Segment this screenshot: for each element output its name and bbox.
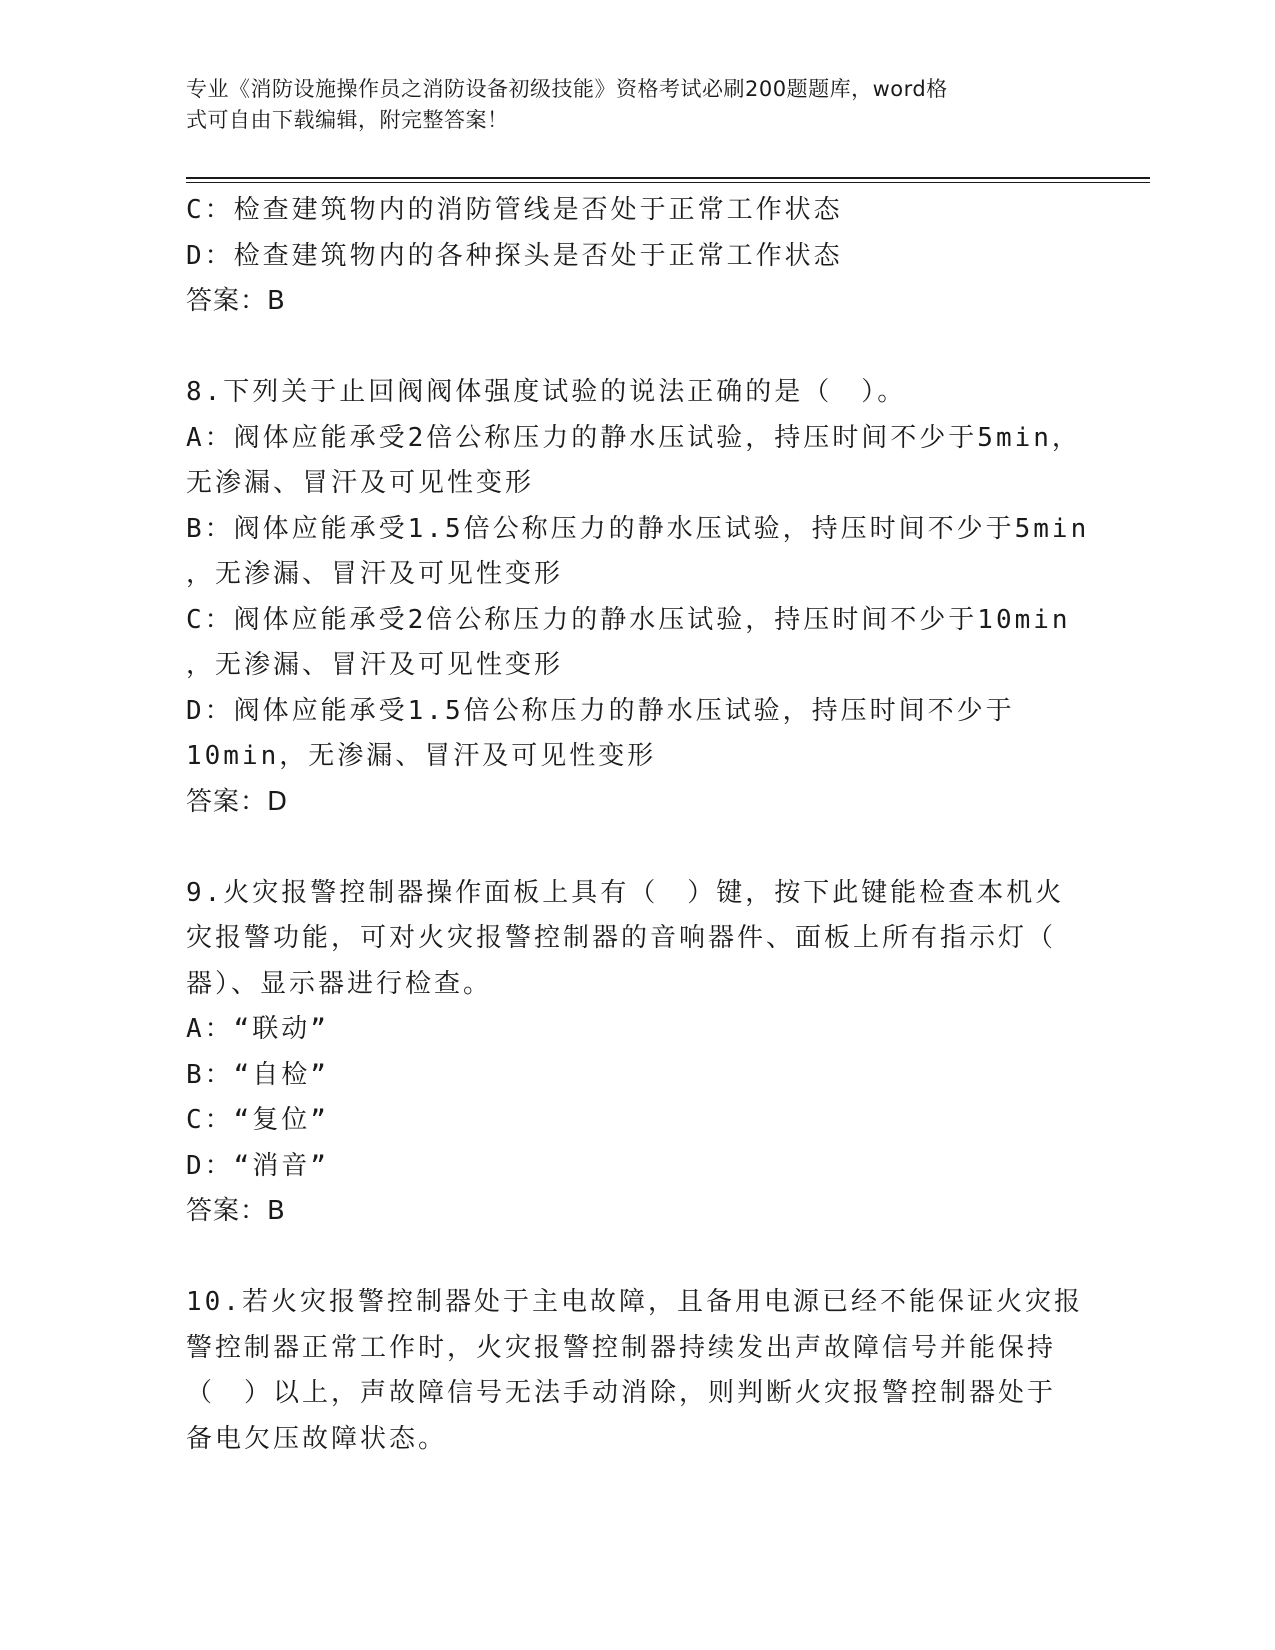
q9-option-a: A：“联动” — [186, 1014, 329, 1044]
q8-option-b-line-1: B：阀体应能承受1.5倍公称压力的静水压试验，持压时间不少于5min — [186, 513, 1090, 544]
prev-option-c: C：检查建筑物内的消防管线是否处于正常工作状态 — [186, 195, 843, 225]
header-divider-thin — [186, 182, 1150, 183]
q9-option-b: B：“自检” — [186, 1059, 329, 1090]
q9-stem-line-3: 器）、显示器进行检查。 — [186, 968, 493, 999]
q8-option-d-line-1: D：阀体应能承受1.5倍公称压力的静水压试验，持压时间不少于 — [186, 695, 1015, 726]
spacer — [186, 825, 1086, 871]
q8-option-c-line-1: C：阀体应能承受2倍公称压力的静水压试验，持压时间不少于10min — [186, 604, 1071, 635]
q8-stem: 8.下列关于止回阀阀体强度试验的说法正确的是（ ）。 — [186, 377, 907, 407]
q8-answer: 答案：D — [186, 786, 289, 817]
q9-option-c: C：“复位” — [186, 1105, 329, 1135]
q9-stem-line-1: 9.火灾报警控制器操作面板上具有（ ）键，按下此键能检查本机火 — [186, 877, 1065, 908]
q8-option-a-line-1: A：阀体应能承受2倍公称压力的静水压试验，持压时间不少于5min， — [186, 422, 1081, 453]
header-title-line-1: 专业《消防设施操作员之消防设备初级技能》资格考试必刷200题题库，word格 — [186, 77, 948, 101]
q8-option-a-line-2: 无渗漏、冒汗及可见性变形 — [186, 468, 535, 498]
q10-stem-line-1: 10.若火灾报警控制器处于主电故障，且备用电源已经不能保证火灾报 — [186, 1287, 1083, 1317]
q8-option-b-line-2: ，无渗漏、冒汗及可见性变形 — [186, 559, 564, 589]
header-divider-thick — [186, 177, 1150, 179]
prev-option-d: D：检查建筑物内的各种探头是否处于正常工作状态 — [186, 240, 843, 271]
question-content — [186, 188, 1090, 1462]
q9-stem-line-2: 灾报警功能，可对火灾报警控制器的音响器件、面板上所有指示灯（ — [186, 923, 1057, 953]
q8-option-c-line-2: ，无渗漏、冒汗及可见性变形 — [186, 650, 564, 680]
document-header — [186, 74, 1066, 136]
q9-option-d: D：“消音” — [186, 1150, 329, 1181]
q8-option-d-line-2: 10min，无渗漏、冒汗及可见性变形 — [186, 741, 657, 771]
prev-answer: 答案：B — [186, 286, 286, 316]
header-title-line-2: 式可自由下载编辑，附完整答案！ — [186, 108, 509, 132]
spacer — [186, 325, 1086, 371]
q10-stem-line-3: （ ）以上，声故障信号无法手动消除，则判断火灾报警控制器处于 — [186, 1378, 1057, 1408]
q10-stem-line-2: 警控制器正常工作时，火灾报警控制器持续发出声故障信号并能保持 — [186, 1332, 1057, 1363]
spacer — [186, 1235, 1086, 1281]
q10-stem-line-4: 备电欠压故障状态。 — [186, 1423, 448, 1454]
q9-answer: 答案：B — [186, 1196, 286, 1226]
